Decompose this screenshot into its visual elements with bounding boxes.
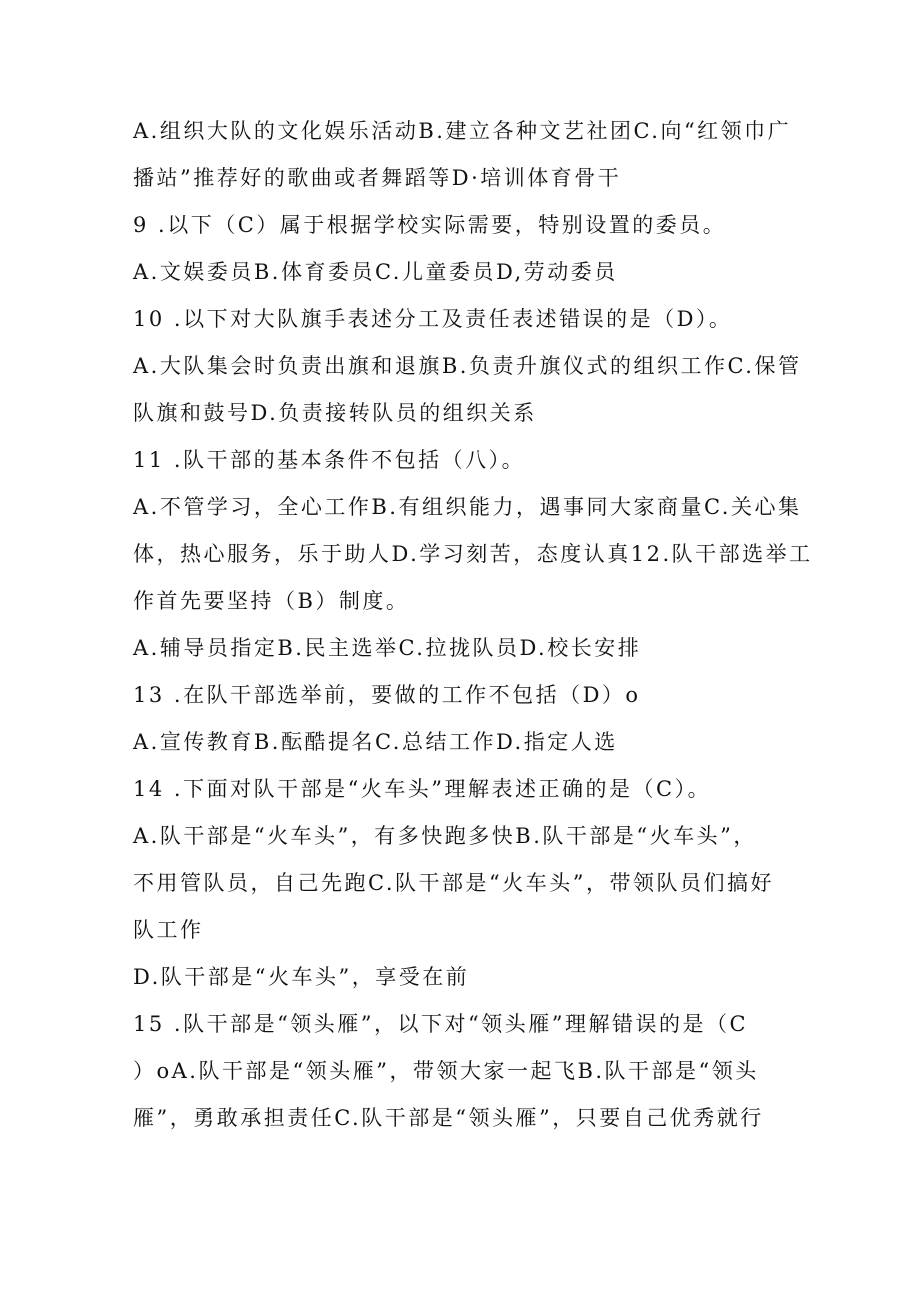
question-13: 13 .在队干部选举前，要做的工作不包括（D）o [133, 683, 641, 707]
question-9: 9 .以下（C）属于根据学校实际需要，特别设置的委员。 [133, 213, 727, 237]
question-14-options: A.队干部是“火车头”，有多快跑多快B.队干部是“火车头”， [133, 824, 757, 848]
text-line: 播站”推荐好的歌曲或者舞蹈等D·培训体育骨干 [133, 166, 622, 190]
document-body [133, 108, 813, 1142]
question-11-options: A.不管学习，全心工作B.有组织能力，遇事同大家商量C.关心集 [133, 495, 802, 519]
text-line: 队旗和鼓号D.负责接转队员的组织关系 [133, 401, 537, 425]
question-12: 作首先要坚持（B）制度。 [133, 589, 410, 613]
text-line: 不用管队员，自己先跑C.队干部是“火车头”，带领队员们搞好 [133, 871, 774, 895]
text-line: A.组织大队的文化娱乐活动B.建立各种文艺社团C.向“红领巾广 [133, 119, 792, 143]
text-line: 雁”，勇敢承担责任C.队干部是“领头雁”，只要自己优秀就行 [133, 1106, 764, 1130]
question-11: 11 .队干部的基本条件不包括（八）。 [133, 448, 526, 472]
question-10-options: A.大队集会时负责出旗和退旗B.负责升旗仪式的组织工作C.保管 [133, 354, 802, 378]
question-14: 14 .下面对队干部是“火车头”理解表述正确的是（C）。 [133, 777, 712, 801]
question-15-options: ）oA.队干部是“领头雁”，带领大家一起飞B.队干部是“领头 [133, 1059, 759, 1083]
text-line: 队工作 [133, 918, 204, 942]
text-line: D.队干部是“火车头”，享受在前 [133, 965, 470, 989]
question-13-options: A.宣传教育B.酝酷提名C.总结工作D.指定人选 [133, 730, 618, 754]
question-15: 15 .队干部是“领头雁”，以下对“领头雁”理解错误的是（C [133, 1012, 749, 1036]
question-12-options: A.辅导员指定B.民主选举C.拉拢队员D.校长安排 [133, 636, 642, 660]
question-9-options: A.文娱委员B.体育委员C.儿童委员D,劳动委员 [133, 260, 618, 284]
text-line: 体，热心服务，乐于助人D.学习刻苦，态度认真12.队干部选举工 [133, 542, 813, 566]
question-10: 10 .以下对大队旗手表述分工及责任表述错误的是（D）。 [133, 307, 733, 331]
